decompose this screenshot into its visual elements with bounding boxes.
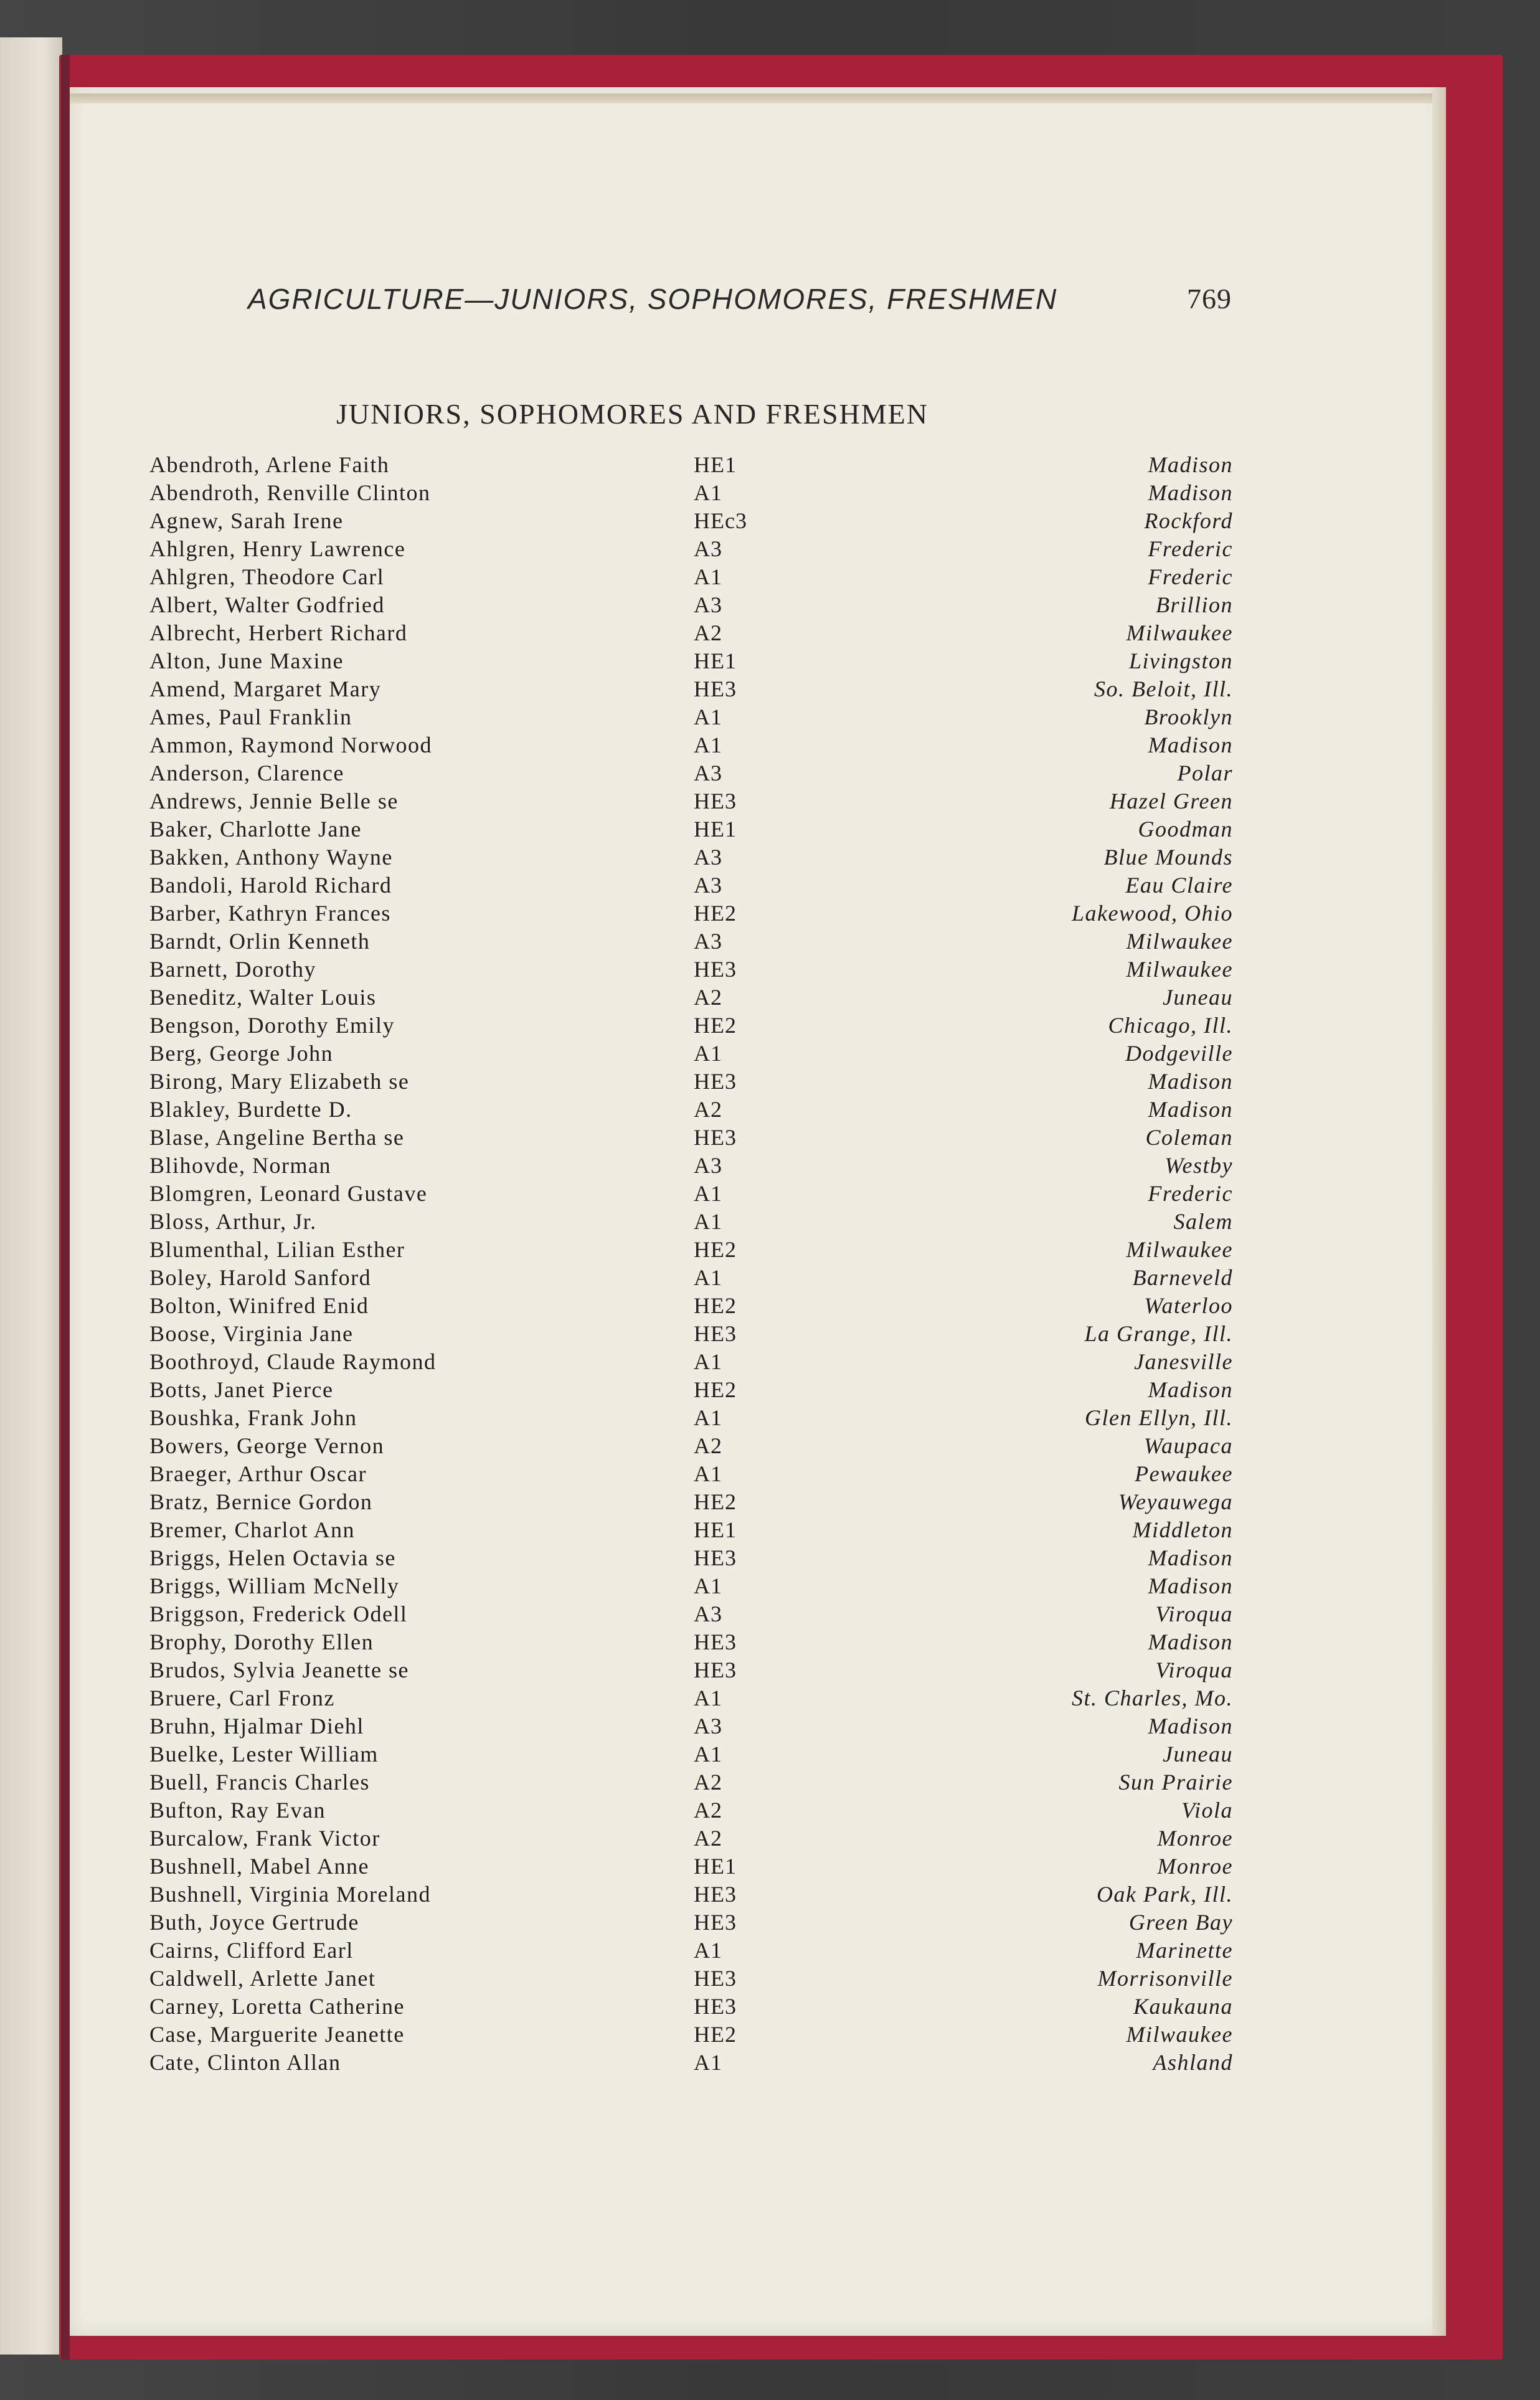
roster-row	[149, 1264, 1233, 1292]
hometown: Madison	[1148, 733, 1233, 757]
course-code: A3	[694, 536, 722, 561]
hometown: Juneau	[1163, 985, 1233, 1010]
hometown: Madison	[1148, 1629, 1233, 1654]
course-code: A3	[694, 929, 722, 954]
roster-row	[149, 1852, 1233, 1881]
student-name: Barber, Kathryn Frances	[149, 901, 391, 926]
hometown: Viola	[1181, 1798, 1233, 1823]
student-name: Braeger, Arthur Oscar	[149, 1461, 367, 1486]
roster-row	[149, 731, 1233, 759]
course-code: HE3	[694, 1994, 737, 2019]
course-code: A1	[694, 1181, 722, 1206]
student-name: Bowers, George Vernon	[149, 1433, 385, 1458]
course-code: A1	[694, 1686, 722, 1710]
student-name: Bandoli, Harold Richard	[149, 873, 392, 898]
course-code: HE1	[694, 1854, 737, 1879]
student-name: Brophy, Dorothy Ellen	[149, 1629, 374, 1654]
roster-row	[149, 956, 1233, 984]
course-code: A1	[694, 1349, 722, 1374]
student-name: Ahlgren, Theodore Carl	[149, 564, 385, 589]
student-name: Boley, Harold Sanford	[149, 1265, 372, 1290]
roster-row	[149, 1516, 1233, 1544]
roster-row	[149, 2021, 1233, 2049]
running-head	[248, 282, 1232, 326]
roster-row	[149, 619, 1233, 647]
course-code: A3	[694, 761, 722, 785]
hometown: Blue Mounds	[1103, 845, 1233, 870]
roster-row	[149, 1488, 1233, 1516]
student-name: Burcalow, Frank Victor	[149, 1826, 380, 1851]
course-code: HE1	[694, 817, 737, 842]
roster-row	[149, 1068, 1233, 1096]
course-code: A3	[694, 845, 722, 870]
roster-row	[149, 1404, 1233, 1432]
hometown: Waterloo	[1144, 1293, 1233, 1318]
student-name: Brudos, Sylvia Jeanette se	[149, 1658, 409, 1682]
roster-row	[149, 927, 1233, 956]
course-code: HE2	[694, 1013, 737, 1038]
hometown: Brooklyn	[1144, 704, 1233, 729]
roster-row	[149, 899, 1233, 927]
hometown: Viroqua	[1155, 1658, 1233, 1682]
course-code: HE3	[694, 1658, 737, 1682]
roster-row	[149, 787, 1233, 815]
roster-row	[149, 1684, 1233, 1712]
course-code: A3	[694, 1714, 722, 1738]
hometown: Middleton	[1132, 1517, 1233, 1542]
hometown: Sun Prairie	[1118, 1770, 1233, 1795]
hometown: Frederic	[1148, 1181, 1233, 1206]
roster-row	[149, 1909, 1233, 1937]
course-code: HE2	[694, 1377, 737, 1402]
course-code: HE3	[694, 1629, 737, 1654]
course-code: HE3	[694, 1882, 737, 1907]
hometown: Goodman	[1138, 817, 1233, 842]
student-name: Birong, Mary Elizabeth se	[149, 1069, 410, 1094]
roster-row	[149, 451, 1233, 479]
roster-row	[149, 1572, 1233, 1600]
student-name: Blomgren, Leonard Gustave	[149, 1181, 428, 1206]
course-code: A1	[694, 1938, 722, 1963]
roster-row	[149, 1993, 1233, 2021]
course-code: A2	[694, 1097, 722, 1122]
course-code: A2	[694, 1770, 722, 1795]
roster-row	[149, 1656, 1233, 1684]
course-code: HE3	[694, 789, 737, 813]
hometown: Rockford	[1144, 508, 1233, 533]
course-code: A1	[694, 1405, 722, 1430]
roster-row	[149, 675, 1233, 703]
roster-row	[149, 1768, 1233, 1796]
roster-row	[149, 1124, 1233, 1152]
course-code: A1	[694, 564, 722, 589]
student-name: Bratz, Bernice Gordon	[149, 1489, 373, 1514]
hometown: St. Charles, Mo.	[1071, 1686, 1233, 1710]
student-name: Cate, Clinton Allan	[149, 2050, 341, 2075]
student-name: Berg, George John	[149, 1041, 334, 1066]
hometown: Milwaukee	[1126, 1237, 1233, 1262]
course-code: A2	[694, 1798, 722, 1823]
course-code: A3	[694, 592, 722, 617]
course-code: HE2	[694, 2022, 737, 2047]
roster-row	[149, 1740, 1233, 1768]
roster-row	[149, 1376, 1233, 1404]
course-code: HE3	[694, 1966, 737, 1991]
roster-row	[149, 703, 1233, 731]
roster-row	[149, 591, 1233, 619]
student-name: Bakken, Anthony Wayne	[149, 845, 393, 870]
hometown: Monroe	[1157, 1826, 1233, 1851]
hometown: Kaukauna	[1133, 1994, 1233, 2019]
hometown: Eau Claire	[1125, 873, 1233, 898]
course-code: A2	[694, 1433, 722, 1458]
course-code: HE2	[694, 1237, 737, 1262]
roster-row	[149, 1824, 1233, 1852]
roster-row	[149, 1180, 1233, 1208]
course-code: HE3	[694, 676, 737, 701]
hometown: Hazel Green	[1109, 789, 1233, 813]
student-name: Ames, Paul Franklin	[149, 704, 352, 729]
hometown: Madison	[1148, 1069, 1233, 1094]
roster-row	[149, 2049, 1233, 2077]
student-name: Ammon, Raymond Norwood	[149, 733, 432, 757]
roster-row	[149, 647, 1233, 675]
section-title: JUNIORS, SOPHOMORES AND FRESHMEN	[336, 398, 928, 430]
student-name: Botts, Janet Pierce	[149, 1377, 334, 1402]
hometown: Madison	[1148, 480, 1233, 505]
course-code: A1	[694, 480, 722, 505]
page-top-edge	[70, 93, 1443, 103]
student-name: Briggs, William McNelly	[149, 1573, 400, 1598]
roster-row	[149, 479, 1233, 507]
course-code: A1	[694, 1573, 722, 1598]
student-name: Boose, Virginia Jane	[149, 1321, 354, 1346]
page-number: 769	[1187, 283, 1232, 315]
course-code: A1	[694, 2050, 722, 2075]
student-name: Bufton, Ray Evan	[149, 1798, 326, 1823]
course-code: A3	[694, 1601, 722, 1626]
student-name: Albert, Walter Godfried	[149, 592, 385, 617]
roster-row	[149, 507, 1233, 535]
hometown: So. Beloit, Ill.	[1094, 676, 1233, 701]
course-code: A3	[694, 873, 722, 898]
student-name: Boushka, Frank John	[149, 1405, 357, 1430]
roster-row	[149, 1320, 1233, 1348]
roster-row	[149, 1544, 1233, 1572]
hometown: Madison	[1148, 1377, 1233, 1402]
hometown: Weyauwega	[1118, 1489, 1233, 1514]
student-name: Cairns, Clifford Earl	[149, 1938, 354, 1963]
student-name: Blakley, Burdette D.	[149, 1097, 352, 1122]
student-name: Briggson, Frederick Odell	[149, 1601, 408, 1626]
roster-row	[149, 1236, 1233, 1264]
hometown: Green Bay	[1128, 1910, 1233, 1935]
hometown: Dodgeville	[1125, 1041, 1233, 1066]
roster-row	[149, 1937, 1233, 1965]
hometown: Milwaukee	[1126, 957, 1233, 982]
roster-row	[149, 984, 1233, 1012]
roster-row	[149, 871, 1233, 899]
hometown: Livingston	[1128, 648, 1233, 673]
page-gutter	[61, 55, 70, 2360]
student-name: Andrews, Jennie Belle se	[149, 789, 399, 813]
hometown: Ashland	[1153, 2050, 1233, 2075]
student-name: Caldwell, Arlette Janet	[149, 1966, 376, 1991]
student-name: Baker, Charlotte Jane	[149, 817, 362, 842]
course-code: HE2	[694, 901, 737, 926]
student-name: Bloss, Arthur, Jr.	[149, 1209, 317, 1234]
course-code: HEc3	[694, 508, 747, 533]
student-name: Barndt, Orlin Kenneth	[149, 929, 371, 954]
student-name: Agnew, Sarah Irene	[149, 508, 344, 533]
hometown: Viroqua	[1155, 1601, 1233, 1626]
course-code: A2	[694, 620, 722, 645]
roster-row	[149, 1292, 1233, 1320]
roster-row	[149, 563, 1233, 591]
hometown: Milwaukee	[1126, 620, 1233, 645]
student-name: Buell, Francis Charles	[149, 1770, 370, 1795]
course-code: A1	[694, 1041, 722, 1066]
hometown: Polar	[1177, 761, 1233, 785]
hometown: Janesville	[1134, 1349, 1233, 1374]
hometown: Glen Ellyn, Ill.	[1085, 1405, 1233, 1430]
course-code: A2	[694, 1826, 722, 1851]
course-code: A1	[694, 1209, 722, 1234]
roster-row	[149, 1460, 1233, 1488]
hometown: Barneveld	[1132, 1265, 1233, 1290]
roster-row	[149, 843, 1233, 871]
hometown: Morrisonville	[1097, 1966, 1233, 1991]
roster-row	[149, 1040, 1233, 1068]
student-name: Amend, Margaret Mary	[149, 676, 382, 701]
student-name: Beneditz, Walter Louis	[149, 985, 377, 1010]
hometown: Frederic	[1148, 536, 1233, 561]
student-name: Bushnell, Virginia Moreland	[149, 1882, 431, 1907]
student-name: Bengson, Dorothy Emily	[149, 1013, 395, 1038]
course-code: A3	[694, 1153, 722, 1178]
course-code: HE2	[694, 1293, 737, 1318]
hometown: Madison	[1148, 1573, 1233, 1598]
course-code: A1	[694, 1742, 722, 1767]
student-name: Abendroth, Arlene Faith	[149, 452, 390, 477]
student-name: Bremer, Charlot Ann	[149, 1517, 355, 1542]
student-name: Anderson, Clarence	[149, 761, 344, 785]
roster-row	[149, 759, 1233, 787]
student-roster	[149, 451, 1233, 2077]
student-name: Ahlgren, Henry Lawrence	[149, 536, 406, 561]
running-head-title: AGRICULTURE—JUNIORS, SOPHOMORES, FRESHMEN	[248, 283, 1058, 315]
student-name: Case, Marguerite Jeanette	[149, 2022, 405, 2047]
roster-row	[149, 1600, 1233, 1628]
student-name: Carney, Loretta Catherine	[149, 1994, 405, 2019]
course-code: A1	[694, 733, 722, 757]
hometown: Milwaukee	[1126, 2022, 1233, 2047]
student-name: Bushnell, Mabel Anne	[149, 1854, 369, 1879]
course-code: HE3	[694, 1321, 737, 1346]
hometown: Lakewood, Ohio	[1072, 901, 1233, 926]
student-name: Alton, June Maxine	[149, 648, 344, 673]
course-code: A1	[694, 704, 722, 729]
roster-row	[149, 1796, 1233, 1824]
roster-row	[149, 1712, 1233, 1740]
roster-row	[149, 1152, 1233, 1180]
course-code: HE1	[694, 452, 737, 477]
roster-row	[149, 1965, 1233, 1993]
course-code: HE3	[694, 957, 737, 982]
hometown: Madison	[1148, 452, 1233, 477]
roster-row	[149, 1881, 1233, 1909]
course-code: A2	[694, 985, 722, 1010]
student-name: Abendroth, Renville Clinton	[149, 480, 431, 505]
hometown: Milwaukee	[1126, 929, 1233, 954]
hometown: Pewaukee	[1135, 1461, 1233, 1486]
student-name: Bolton, Winifred Enid	[149, 1293, 369, 1318]
course-code: HE3	[694, 1069, 737, 1094]
hometown: Madison	[1148, 1545, 1233, 1570]
course-code: A1	[694, 1461, 722, 1486]
left-page-edge	[0, 37, 62, 2355]
roster-row	[149, 1432, 1233, 1460]
student-name: Albrecht, Herbert Richard	[149, 620, 408, 645]
student-name: Barnett, Dorothy	[149, 957, 316, 982]
student-name: Blase, Angeline Bertha se	[149, 1125, 405, 1150]
roster-row	[149, 1096, 1233, 1124]
hometown: Westby	[1164, 1153, 1233, 1178]
roster-row	[149, 1012, 1233, 1040]
hometown: Oak Park, Ill.	[1097, 1882, 1233, 1907]
course-code: HE1	[694, 648, 737, 673]
course-code: HE1	[694, 1517, 737, 1542]
hometown: Frederic	[1148, 564, 1233, 589]
hometown: La Grange, Ill.	[1084, 1321, 1233, 1346]
roster-row	[149, 1208, 1233, 1236]
hometown: Salem	[1173, 1209, 1233, 1234]
hometown: Madison	[1148, 1097, 1233, 1122]
course-code: HE3	[694, 1545, 737, 1570]
student-name: Buelke, Lester William	[149, 1742, 379, 1767]
page-right-edge	[1432, 87, 1446, 2336]
student-name: Blihovde, Norman	[149, 1153, 331, 1178]
hometown: Waupaca	[1143, 1433, 1233, 1458]
hometown: Monroe	[1157, 1854, 1233, 1879]
student-name: Boothroyd, Claude Raymond	[149, 1349, 437, 1374]
course-code: HE3	[694, 1125, 737, 1150]
student-name: Bruhn, Hjalmar Diehl	[149, 1714, 364, 1738]
roster-row	[149, 1348, 1233, 1376]
roster-row	[149, 815, 1233, 843]
student-name: Blumenthal, Lilian Esther	[149, 1237, 405, 1262]
roster-row	[149, 1628, 1233, 1656]
hometown: Marinette	[1136, 1938, 1233, 1963]
student-name: Briggs, Helen Octavia se	[149, 1545, 396, 1570]
hometown: Madison	[1148, 1714, 1233, 1738]
hometown: Chicago, Ill.	[1108, 1013, 1233, 1038]
course-code: HE2	[694, 1489, 737, 1514]
course-code: HE3	[694, 1910, 737, 1935]
hometown: Juneau	[1163, 1742, 1233, 1767]
course-code: A1	[694, 1265, 722, 1290]
hometown: Brillion	[1155, 592, 1233, 617]
student-name: Buth, Joyce Gertrude	[149, 1910, 359, 1935]
student-name: Bruere, Carl Fronz	[149, 1686, 335, 1710]
hometown: Coleman	[1145, 1125, 1233, 1150]
roster-row	[149, 535, 1233, 563]
